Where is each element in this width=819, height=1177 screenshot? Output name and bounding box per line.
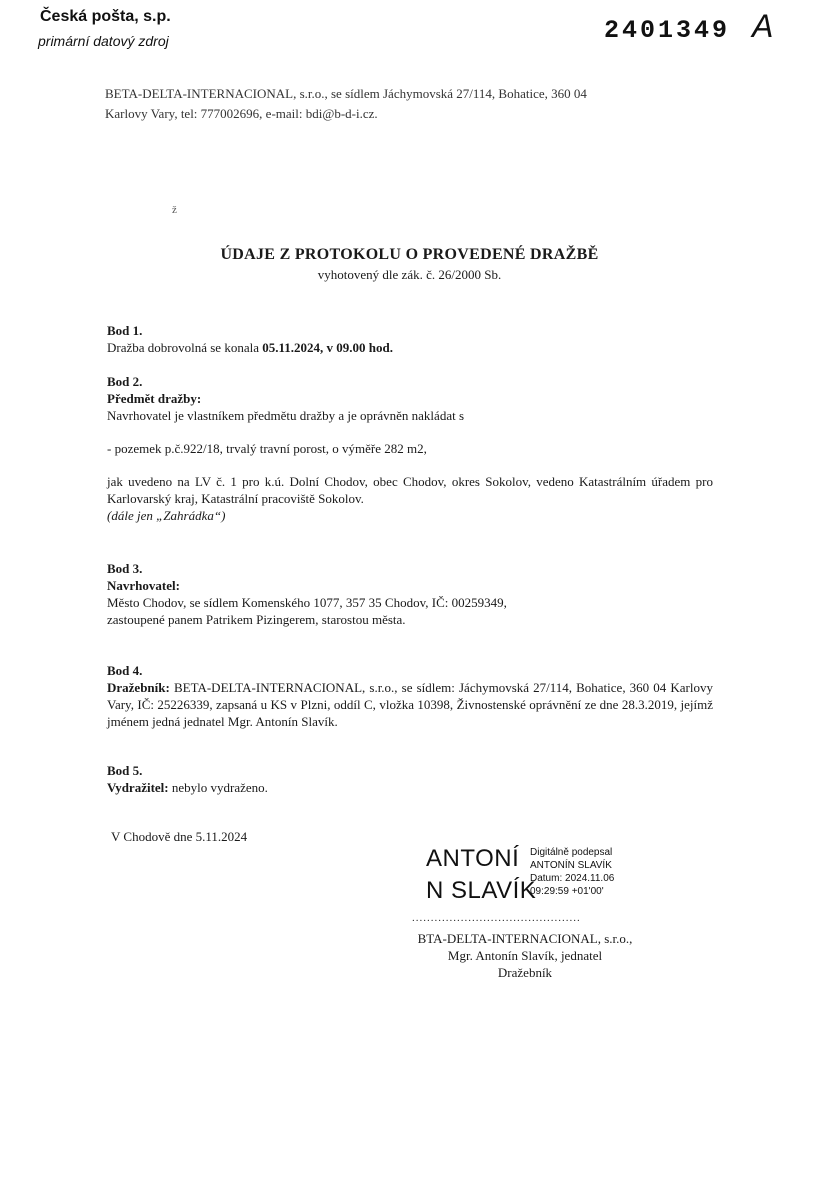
section-bod-5 — [107, 762, 713, 796]
digital-signature-name — [426, 843, 536, 907]
signature-meta-line: ANTONÍN SLAVÍK — [530, 860, 612, 871]
signatory-block — [370, 930, 680, 981]
auction-date-value: 05.11.2024, v 09.00 hod. — [262, 340, 393, 355]
auctioneer-details: BETA-DELTA-INTERNACIONAL, s.r.o., se sídlem: Jáchymovská 27/114, Bohatice, 360 04 Karlovy Vary, IČ: 25226339, zapsaná u KS v Plzni, oddíl C, vložka 10398, Živnostenské oprávnění ze dne 28.3.2019, jejímž jménem jedná jednatel Mgr. Antonín Slavík. — [107, 680, 713, 729]
document-subtitle: vyhotovený dle zák. č. 26/2000 Sb. — [317, 267, 502, 282]
stamp-subtitle: primární datový zdroj — [38, 33, 169, 49]
signature-name-line-2: N SLAVÍK — [426, 877, 537, 904]
letterhead — [105, 84, 710, 124]
auction-date-line — [107, 339, 713, 356]
signature-meta-line: Datum: 2024.11.06 — [530, 873, 615, 884]
section-label: Bod 2. — [107, 374, 143, 389]
section-bod-1 — [107, 322, 713, 356]
document-number: 2401349 — [604, 16, 731, 45]
stamp-organization: Česká pošta, s.p. — [40, 8, 171, 25]
signature-dotted-line: ............................................. — [412, 912, 581, 924]
section-bod-4 — [107, 662, 713, 730]
section-label: Bod 3. — [107, 561, 143, 576]
auction-date-prefix: Dražba dobrovolná se konala — [107, 340, 263, 355]
section-heading: Navrhovatel: — [107, 578, 180, 593]
letterhead-line-1: BETA-DELTA-INTERNACIONAL, s.r.o., se sídlem Jáchymovská 27/114, Bohatice, 360 04 — [105, 86, 587, 101]
stray-mark: ž — [172, 204, 177, 216]
section-label: Bod 5. — [107, 763, 143, 778]
signatory-person: Mgr. Antonín Slavík, jednatel — [447, 948, 603, 963]
section-text: jak uvedeno na LV č. 1 pro k.ú. Dolní Chodov, obec Chodov, okres Sokolov, vedeno Katastrálním úřadem pro Karlovarský kraj, Katastrální pracoviště Sokolov. — [107, 474, 713, 506]
place-date: V Chodově dne 5.11.2024 — [111, 829, 248, 844]
signature-name-line-1: ANTONÍ — [426, 845, 520, 872]
section-label: Bod 1. — [107, 323, 143, 338]
section-heading: Předmět dražby: — [107, 391, 202, 406]
signature-meta-line: 09:29:59 +01'00' — [530, 886, 604, 897]
section-heading: Dražebník: — [107, 680, 170, 695]
signatory-role: Dražebník — [497, 965, 553, 980]
signatory-company: BTA-DELTA-INTERNACIONAL, s.r.o., — [417, 931, 633, 946]
signature-meta-line: Digitálně podepsal — [530, 847, 613, 858]
document-number-letter: A — [752, 8, 774, 44]
section-heading: Vydražitel: — [107, 780, 169, 795]
subject-alias: (dále jen „Zahrádka“) — [107, 508, 226, 523]
section-text: zastoupené panem Patrikem Pizingerem, starostou města. — [107, 612, 406, 627]
subject-description — [107, 473, 713, 524]
section-text — [107, 679, 713, 730]
section-text — [107, 779, 713, 796]
subject-item: - pozemek p.č.922/18, trvalý travní porost, o výměře 282 m2, — [107, 441, 427, 456]
section-bod-3 — [107, 560, 713, 628]
document-title: ÚDAJE Z PROTOKOLU O PROVEDENÉ DRAŽBĚ — [220, 246, 599, 263]
winning-bidder-text: nebylo vydraženo. — [168, 780, 268, 795]
section-text: Město Chodov, se sídlem Komenského 1077, 357 35 Chodov, IČ: 00259349, — [107, 595, 507, 610]
section-text: Navrhovatel je vlastníkem předmětu dražby a je oprávněn nakládat s — [107, 408, 465, 423]
digital-signature-meta — [530, 846, 614, 898]
letterhead-line-2: Karlovy Vary, tel: 777002696, e-mail: bdi@b-d-i.cz. — [105, 106, 378, 121]
section-label: Bod 4. — [107, 663, 143, 678]
section-bod-2 — [107, 373, 713, 424]
